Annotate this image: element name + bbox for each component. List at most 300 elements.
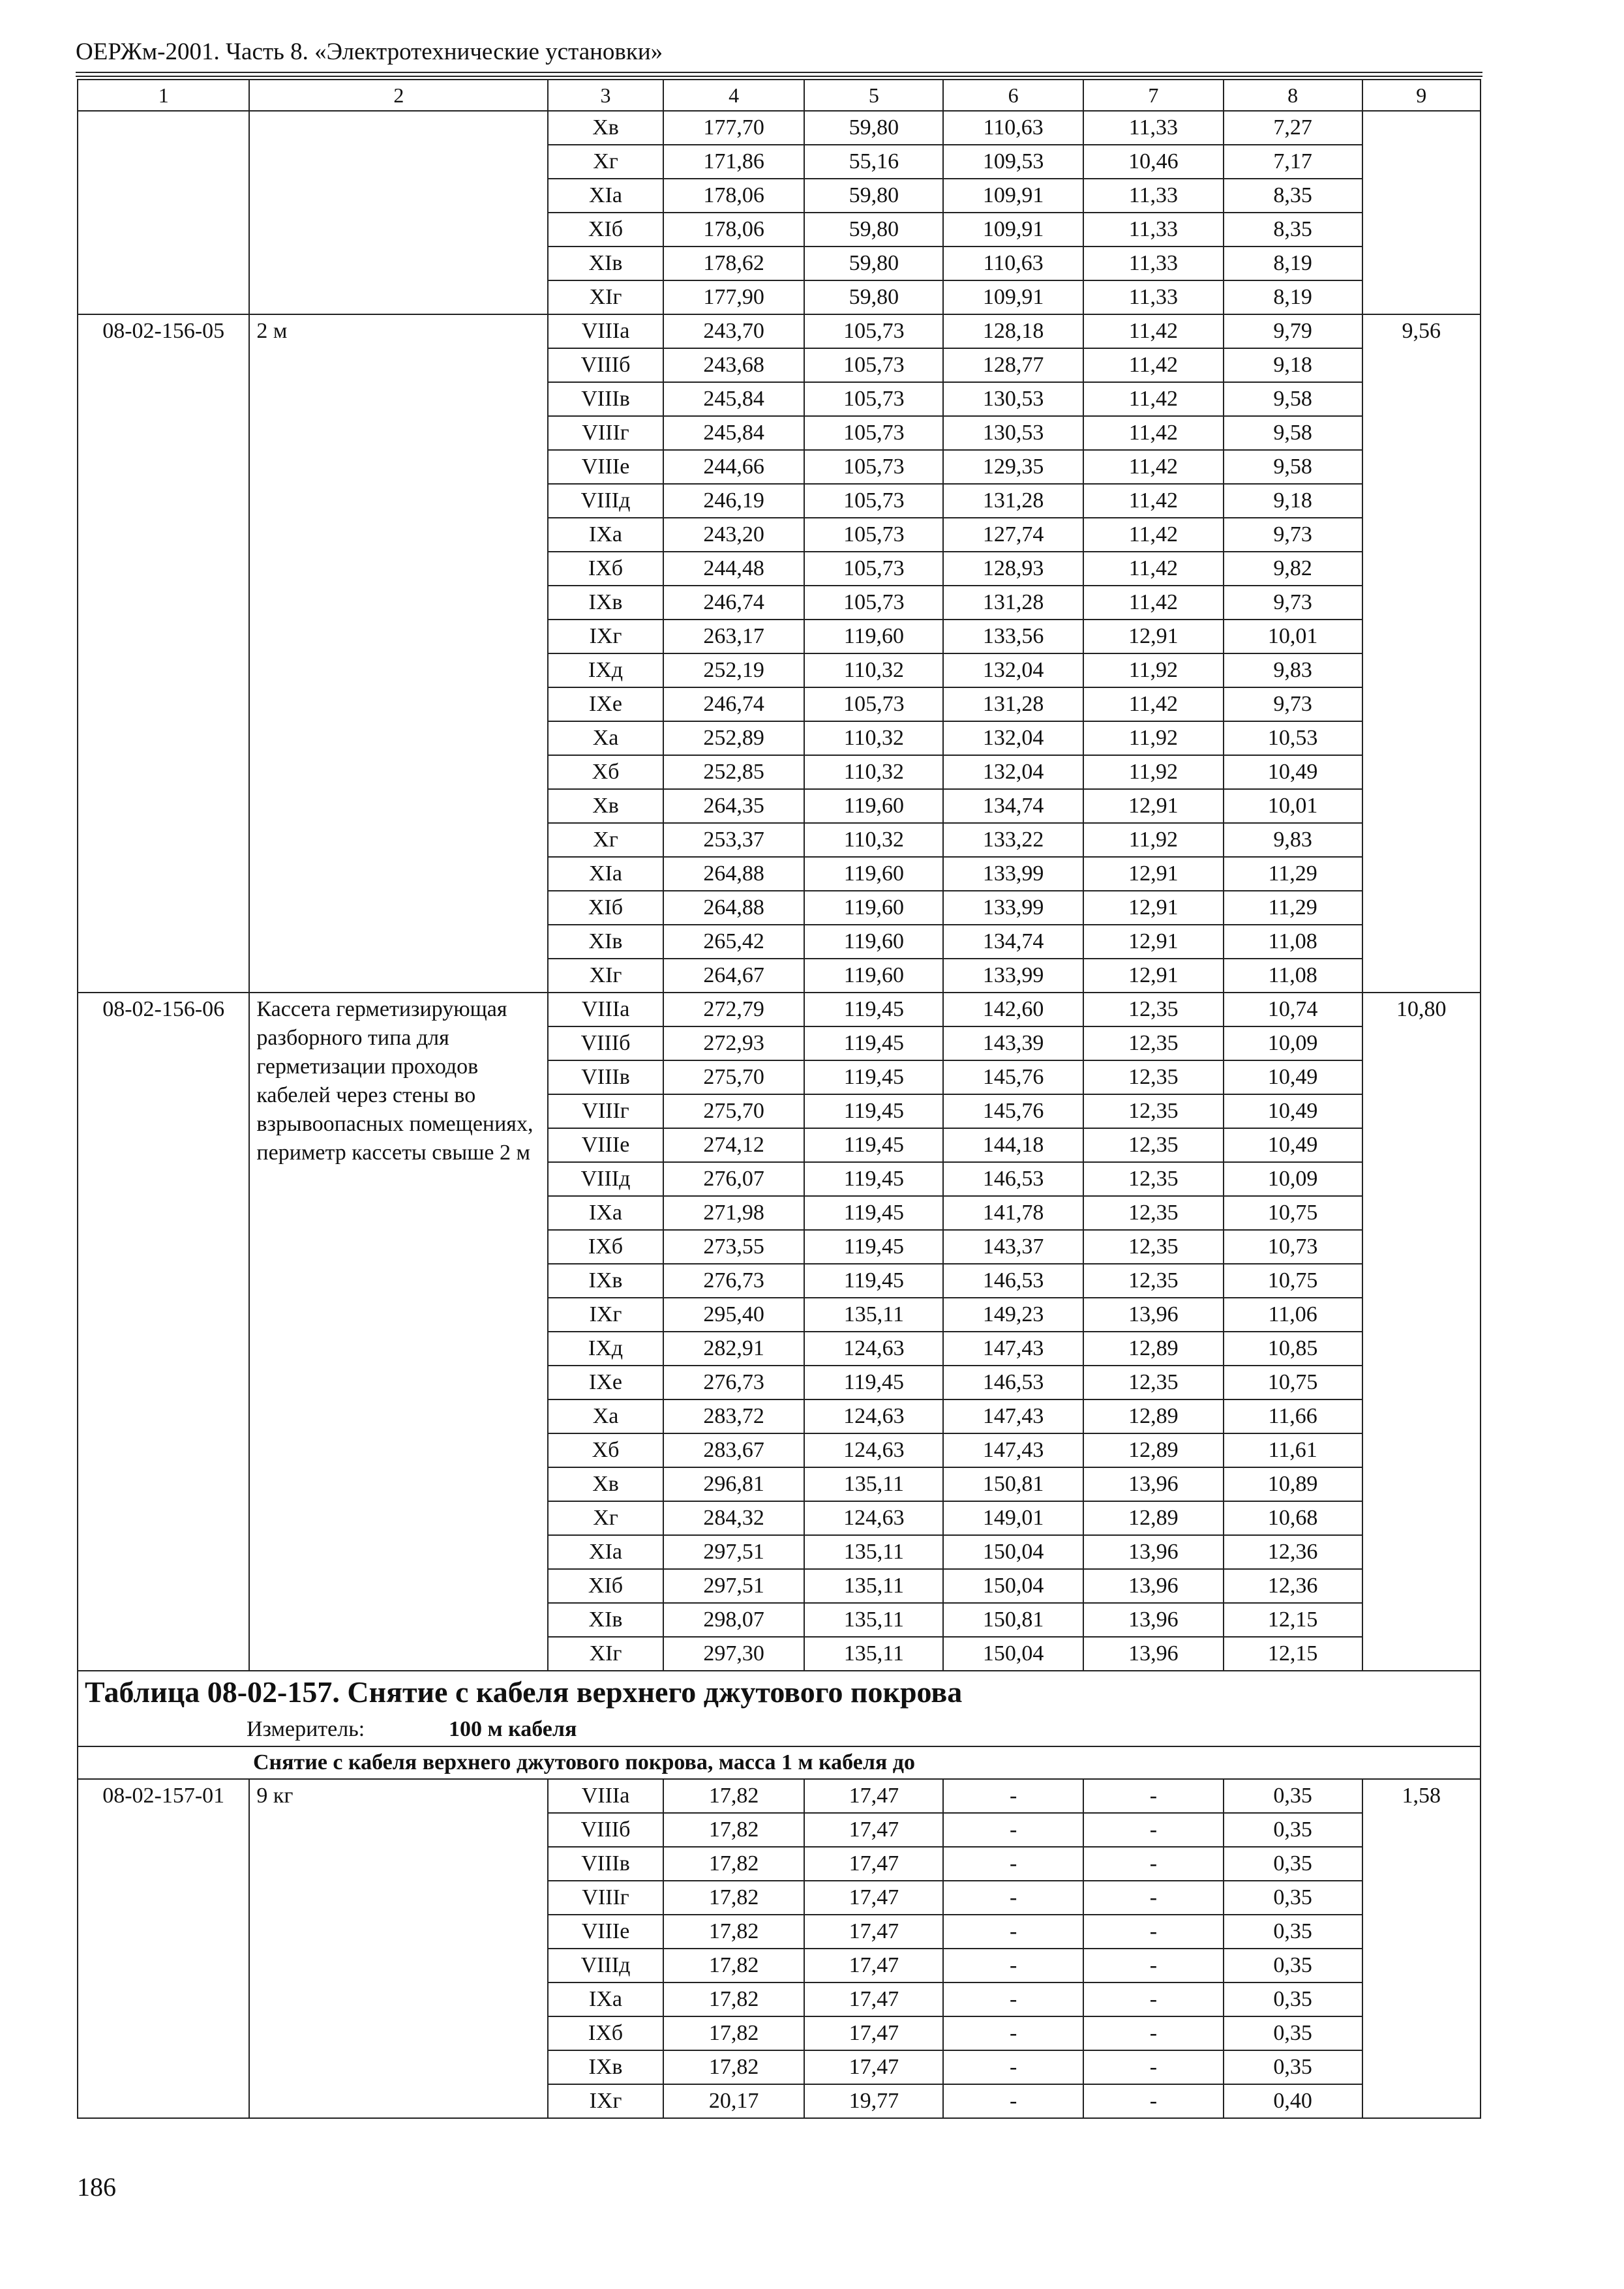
zone-cell: VIIIд [548, 1949, 663, 1982]
value-cell: 59,80 [804, 247, 943, 280]
value-cell: 243,70 [663, 314, 805, 348]
zone-cell: XIа [548, 179, 663, 213]
value-cell: 9,82 [1224, 552, 1362, 586]
column-number: 8 [1224, 80, 1362, 111]
measure-value: 100 м кабеля [449, 1717, 577, 1741]
value-cell: 11,33 [1083, 280, 1224, 314]
zone-cell: IXв [548, 1264, 663, 1298]
zone-cell: VIIIв [548, 1060, 663, 1094]
value-cell: 119,60 [804, 620, 943, 653]
value-cell: 11,42 [1083, 450, 1224, 484]
value-cell: 264,88 [663, 891, 805, 925]
zone-cell: IXа [548, 518, 663, 552]
value-cell: 12,35 [1083, 1230, 1224, 1264]
value-cell: 105,73 [804, 416, 943, 450]
value-cell: 17,47 [804, 1949, 943, 1982]
value-cell: 0,40 [1224, 2084, 1362, 2118]
value-cell: 124,63 [804, 1332, 943, 1366]
value-cell: 245,84 [663, 382, 805, 416]
value-cell: 145,76 [943, 1094, 1083, 1128]
value-cell: 131,28 [943, 687, 1083, 721]
value-cell: 11,92 [1083, 721, 1224, 755]
rate-description-cell: 9 кг [249, 1779, 548, 2118]
value-cell: 147,43 [943, 1433, 1083, 1467]
value-cell: 11,42 [1083, 314, 1224, 348]
value-cell: 12,89 [1083, 1332, 1224, 1366]
value-cell: 105,73 [804, 382, 943, 416]
value-cell: 244,48 [663, 552, 805, 586]
value-cell: 135,11 [804, 1467, 943, 1501]
value-cell: 8,19 [1224, 247, 1362, 280]
value-cell: 10,46 [1083, 145, 1224, 179]
value-cell: 12,91 [1083, 925, 1224, 959]
value-cell: 149,23 [943, 1298, 1083, 1332]
value-cell: 11,92 [1083, 755, 1224, 789]
value-cell: 11,66 [1224, 1399, 1362, 1433]
value-cell: 11,42 [1083, 416, 1224, 450]
value-cell: - [1083, 2050, 1224, 2084]
value-cell: 124,63 [804, 1399, 943, 1433]
zone-cell: VIIIб [548, 1026, 663, 1060]
value-cell: 109,53 [943, 145, 1083, 179]
zone-cell: Xа [548, 1399, 663, 1433]
value-cell: 59,80 [804, 280, 943, 314]
value-cell: 11,29 [1224, 857, 1362, 891]
value-cell: 59,80 [804, 213, 943, 247]
value-cell: - [1083, 1881, 1224, 1915]
column-number-row [78, 80, 1481, 111]
value-cell: 282,91 [663, 1332, 805, 1366]
zone-cell: Xа [548, 721, 663, 755]
value-cell: 8,35 [1224, 179, 1362, 213]
value-cell: 9,73 [1224, 586, 1362, 620]
value-cell: 9,83 [1224, 823, 1362, 857]
value-cell: 12,91 [1083, 959, 1224, 993]
value-cell: - [943, 1982, 1083, 2016]
value-cell: 10,09 [1224, 1026, 1362, 1060]
value-cell: 124,63 [804, 1501, 943, 1535]
value-cell: 297,51 [663, 1569, 805, 1603]
value-cell: 9,79 [1224, 314, 1362, 348]
value-cell: 124,63 [804, 1433, 943, 1467]
value-cell: 12,35 [1083, 1026, 1224, 1060]
value-cell: - [1083, 2084, 1224, 2118]
value-cell: - [943, 1915, 1083, 1949]
value-cell: 150,04 [943, 1637, 1083, 1671]
value-cell: 11,92 [1083, 653, 1224, 687]
value-cell: 283,72 [663, 1399, 805, 1433]
value-cell: 11,42 [1083, 552, 1224, 586]
value-cell: 178,06 [663, 213, 805, 247]
value-cell: 10,01 [1224, 620, 1362, 653]
zone-cell: Xг [548, 145, 663, 179]
value-cell: 149,01 [943, 1501, 1083, 1535]
zone-cell: VIIIе [548, 1128, 663, 1162]
value-cell: 272,93 [663, 1026, 805, 1060]
value-cell: 105,73 [804, 450, 943, 484]
value-cell: 128,77 [943, 348, 1083, 382]
value-cell: 275,70 [663, 1060, 805, 1094]
value-cell: 19,77 [804, 2084, 943, 2118]
value-cell: 12,15 [1224, 1637, 1362, 1671]
value-cell: 9,83 [1224, 653, 1362, 687]
table-title-row [78, 1671, 1481, 1713]
value-cell: 11,33 [1083, 213, 1224, 247]
value-cell: 284,32 [663, 1501, 805, 1535]
value-cell: 17,82 [663, 1915, 805, 1949]
value-cell: 133,99 [943, 857, 1083, 891]
value-cell: 135,11 [804, 1535, 943, 1569]
value-cell: 105,73 [804, 586, 943, 620]
column-number: 6 [943, 80, 1083, 111]
column-number: 5 [804, 80, 943, 111]
value-cell: 245,84 [663, 416, 805, 450]
value-cell: 7,27 [1224, 111, 1362, 145]
value-cell: 133,22 [943, 823, 1083, 857]
value-cell: 109,91 [943, 179, 1083, 213]
value-cell: 297,51 [663, 1535, 805, 1569]
value-cell: 10,85 [1224, 1332, 1362, 1366]
value-cell: 135,11 [804, 1637, 943, 1671]
value-cell: 0,35 [1224, 1847, 1362, 1881]
value-cell: 11,33 [1083, 247, 1224, 280]
value-cell: 17,82 [663, 1881, 805, 1915]
value-cell: - [943, 1949, 1083, 1982]
value-cell: 132,04 [943, 721, 1083, 755]
zone-cell: VIIIа [548, 1779, 663, 1813]
value-cell: 110,63 [943, 111, 1083, 145]
value-cell: 9,73 [1224, 687, 1362, 721]
section-title: Снятие с кабеля верхнего джутового покрова, масса 1 м кабеля до [78, 1746, 1481, 1779]
value-cell: 10,75 [1224, 1366, 1362, 1399]
value-cell: 150,81 [943, 1467, 1083, 1501]
value-cell: 9,18 [1224, 484, 1362, 518]
value-cell: 17,82 [663, 2050, 805, 2084]
value-cell: 7,17 [1224, 145, 1362, 179]
zone-cell: VIIIг [548, 1881, 663, 1915]
value-cell: 9,18 [1224, 348, 1362, 382]
zone-cell: XIг [548, 1637, 663, 1671]
value-cell: 13,96 [1083, 1569, 1224, 1603]
value-cell: 105,73 [804, 518, 943, 552]
value-cell: 59,80 [804, 111, 943, 145]
zone-cell: VIIIб [548, 1813, 663, 1847]
value-cell: 275,70 [663, 1094, 805, 1128]
value-cell: 11,42 [1083, 348, 1224, 382]
value-cell: 10,49 [1224, 755, 1362, 789]
value-cell: - [1083, 1949, 1224, 1982]
value-cell: 17,47 [804, 1779, 943, 1813]
value-cell: 253,37 [663, 823, 805, 857]
value-cell: 17,82 [663, 1813, 805, 1847]
section-row [78, 1746, 1481, 1779]
value-cell: 13,96 [1083, 1298, 1224, 1332]
value-cell: - [943, 1847, 1083, 1881]
value-cell: 110,32 [804, 653, 943, 687]
value-cell: 150,81 [943, 1603, 1083, 1637]
value-cell: 10,09 [1224, 1162, 1362, 1196]
value-cell: 145,76 [943, 1060, 1083, 1094]
value-cell: 0,35 [1224, 2016, 1362, 2050]
value-cell: 131,28 [943, 586, 1083, 620]
zone-cell: VIIIв [548, 382, 663, 416]
zone-cell: XIв [548, 925, 663, 959]
value-cell: - [943, 2016, 1083, 2050]
value-cell: 146,53 [943, 1264, 1083, 1298]
value-cell: 10,49 [1224, 1060, 1362, 1094]
value-cell: 17,47 [804, 1813, 943, 1847]
table-row [78, 111, 1481, 145]
zone-cell: XIб [548, 213, 663, 247]
value-cell: - [943, 1881, 1083, 1915]
rate-code-cell [78, 111, 249, 314]
value-cell: 252,89 [663, 721, 805, 755]
zone-cell: VIIIе [548, 450, 663, 484]
zone-cell: VIIIг [548, 416, 663, 450]
value-cell: 17,47 [804, 2016, 943, 2050]
value-cell: 147,43 [943, 1399, 1083, 1433]
column-number: 7 [1083, 80, 1224, 111]
value-cell: 119,60 [804, 857, 943, 891]
value-cell: 252,19 [663, 653, 805, 687]
table-row [78, 314, 1481, 348]
zone-cell: XIа [548, 857, 663, 891]
zone-cell: XIб [548, 891, 663, 925]
value-cell: 144,18 [943, 1128, 1083, 1162]
value-cell: 119,45 [804, 993, 943, 1026]
value-cell: 12,15 [1224, 1603, 1362, 1637]
value-cell: 12,35 [1083, 1196, 1224, 1230]
value-cell: 10,75 [1224, 1264, 1362, 1298]
value-cell: 265,42 [663, 925, 805, 959]
value-cell: 0,35 [1224, 1779, 1362, 1813]
zone-cell: IXг [548, 1298, 663, 1332]
measure-label: Измеритель: [247, 1717, 365, 1741]
value-cell: 12,35 [1083, 1060, 1224, 1094]
column-number: 2 [249, 80, 548, 111]
value-cell: 11,08 [1224, 925, 1362, 959]
value-cell: - [943, 2084, 1083, 2118]
zone-cell: IXд [548, 1332, 663, 1366]
value-cell: 12,91 [1083, 891, 1224, 925]
value-cell: 11,42 [1083, 484, 1224, 518]
value-cell: 17,82 [663, 1847, 805, 1881]
value-cell: 13,96 [1083, 1603, 1224, 1637]
value-cell: 135,11 [804, 1298, 943, 1332]
zone-cell: IXг [548, 620, 663, 653]
value-cell: 243,68 [663, 348, 805, 382]
value-cell: 11,08 [1224, 959, 1362, 993]
value-cell: 12,91 [1083, 857, 1224, 891]
zone-cell: IXа [548, 1982, 663, 2016]
measure-row [78, 1713, 1481, 1746]
col9-value-cell: 10,80 [1362, 993, 1481, 1671]
value-cell: 109,91 [943, 213, 1083, 247]
value-cell: - [943, 1779, 1083, 1813]
value-cell: 276,07 [663, 1162, 805, 1196]
value-cell: 11,92 [1083, 823, 1224, 857]
value-cell: 119,60 [804, 789, 943, 823]
value-cell: 119,45 [804, 1366, 943, 1399]
zone-cell: VIIIг [548, 1094, 663, 1128]
value-cell: 9,58 [1224, 416, 1362, 450]
page-header-title: ОЕРЖм-2001. Часть 8. «Электротехнические установки» [76, 38, 663, 65]
zone-cell: Xб [548, 755, 663, 789]
value-cell: 17,82 [663, 1982, 805, 2016]
zone-cell: XIв [548, 1603, 663, 1637]
zone-cell: XIг [548, 959, 663, 993]
value-cell: 244,66 [663, 450, 805, 484]
zone-cell: VIIIв [548, 1847, 663, 1881]
rate-code-cell: 08-02-156-05 [78, 314, 249, 993]
zone-cell: Xв [548, 1467, 663, 1501]
value-cell: 0,35 [1224, 1982, 1362, 2016]
value-cell: 119,60 [804, 959, 943, 993]
zone-cell: IXе [548, 687, 663, 721]
value-cell: 119,60 [804, 925, 943, 959]
measure-cell [78, 1713, 1481, 1746]
value-cell: 276,73 [663, 1264, 805, 1298]
value-cell: 131,28 [943, 484, 1083, 518]
value-cell: 12,35 [1083, 993, 1224, 1026]
value-cell: 11,42 [1083, 518, 1224, 552]
value-cell: 12,35 [1083, 1264, 1224, 1298]
value-cell: 110,32 [804, 755, 943, 789]
value-cell: 119,60 [804, 891, 943, 925]
value-cell: 132,04 [943, 755, 1083, 789]
value-cell: 9,58 [1224, 382, 1362, 416]
value-cell: 12,35 [1083, 1366, 1224, 1399]
value-cell: 13,96 [1083, 1637, 1224, 1671]
value-cell: 9,58 [1224, 450, 1362, 484]
value-cell: 11,42 [1083, 586, 1224, 620]
value-cell: 252,85 [663, 755, 805, 789]
zone-cell: VIIIб [548, 348, 663, 382]
value-cell: - [943, 1813, 1083, 1847]
value-cell: 177,90 [663, 280, 805, 314]
value-cell: 142,60 [943, 993, 1083, 1026]
page-number: 186 [77, 2172, 116, 2202]
value-cell: 133,99 [943, 959, 1083, 993]
zone-cell: IXг [548, 2084, 663, 2118]
value-cell: 10,89 [1224, 1467, 1362, 1501]
zone-cell: Xв [548, 789, 663, 823]
value-cell: 298,07 [663, 1603, 805, 1637]
value-cell: 17,82 [663, 2016, 805, 2050]
value-cell: 243,20 [663, 518, 805, 552]
value-cell: 134,74 [943, 925, 1083, 959]
value-cell: 12,89 [1083, 1399, 1224, 1433]
value-cell: 17,47 [804, 1915, 943, 1949]
value-cell: 130,53 [943, 416, 1083, 450]
value-cell: 146,53 [943, 1162, 1083, 1196]
value-cell: 11,29 [1224, 891, 1362, 925]
zone-cell: XIб [548, 1569, 663, 1603]
value-cell: 119,45 [804, 1128, 943, 1162]
rate-description-cell: 2 м [249, 314, 548, 993]
value-cell: 12,91 [1083, 620, 1224, 653]
value-cell: 134,74 [943, 789, 1083, 823]
value-cell: 12,35 [1083, 1094, 1224, 1128]
value-cell: 105,73 [804, 552, 943, 586]
value-cell: 12,91 [1083, 789, 1224, 823]
value-cell: - [1083, 1779, 1224, 1813]
header-rule [76, 76, 1482, 77]
value-cell: 12,35 [1083, 1128, 1224, 1162]
value-cell: 59,80 [804, 179, 943, 213]
value-cell: 273,55 [663, 1230, 805, 1264]
column-number: 4 [663, 80, 805, 111]
value-cell: 17,47 [804, 1982, 943, 2016]
value-cell: 178,62 [663, 247, 805, 280]
value-cell: 11,06 [1224, 1298, 1362, 1332]
value-cell: 246,19 [663, 484, 805, 518]
value-cell: 0,35 [1224, 1813, 1362, 1847]
table-title: Таблица 08-02-157. Снятие с кабеля верхнего джутового покрова [78, 1671, 1481, 1713]
value-cell: 264,35 [663, 789, 805, 823]
value-cell: 110,32 [804, 823, 943, 857]
value-cell: 128,18 [943, 314, 1083, 348]
rate-code-cell: 08-02-156-06 [78, 993, 249, 1671]
zone-cell: VIIIе [548, 1915, 663, 1949]
value-cell: 128,93 [943, 552, 1083, 586]
value-cell: 276,73 [663, 1366, 805, 1399]
value-cell: 177,70 [663, 111, 805, 145]
value-cell: 110,63 [943, 247, 1083, 280]
value-cell: 150,04 [943, 1535, 1083, 1569]
rates-table [77, 79, 1481, 2119]
value-cell: 12,89 [1083, 1433, 1224, 1467]
value-cell: 11,61 [1224, 1433, 1362, 1467]
zone-cell: Xб [548, 1433, 663, 1467]
value-cell: 11,33 [1083, 179, 1224, 213]
zone-cell: IXб [548, 1230, 663, 1264]
value-cell: 10,74 [1224, 993, 1362, 1026]
value-cell: 133,99 [943, 891, 1083, 925]
value-cell: 105,73 [804, 484, 943, 518]
value-cell: 105,73 [804, 314, 943, 348]
value-cell: - [1083, 1813, 1224, 1847]
value-cell: 283,67 [663, 1433, 805, 1467]
value-cell: 10,01 [1224, 789, 1362, 823]
value-cell: 274,12 [663, 1128, 805, 1162]
value-cell: 297,30 [663, 1637, 805, 1671]
value-cell: 12,36 [1224, 1569, 1362, 1603]
col9-value-cell: 9,56 [1362, 314, 1481, 993]
column-number: 9 [1362, 80, 1481, 111]
value-cell: 110,32 [804, 721, 943, 755]
value-cell: 0,35 [1224, 2050, 1362, 2084]
value-cell: 147,43 [943, 1332, 1083, 1366]
value-cell: 20,17 [663, 2084, 805, 2118]
value-cell: 119,45 [804, 1264, 943, 1298]
value-cell: 12,89 [1083, 1501, 1224, 1535]
table-row [78, 1779, 1481, 1813]
value-cell: 130,53 [943, 382, 1083, 416]
value-cell: 135,11 [804, 1569, 943, 1603]
value-cell: - [1083, 1982, 1224, 2016]
zone-cell: Xг [548, 1501, 663, 1535]
header-rule [76, 72, 1482, 73]
zone-cell: XIг [548, 280, 663, 314]
value-cell: 264,88 [663, 857, 805, 891]
value-cell: 146,53 [943, 1366, 1083, 1399]
value-cell: - [943, 2050, 1083, 2084]
value-cell: 296,81 [663, 1467, 805, 1501]
value-cell: - [1083, 1847, 1224, 1881]
value-cell: 264,67 [663, 959, 805, 993]
value-cell: 143,39 [943, 1026, 1083, 1060]
